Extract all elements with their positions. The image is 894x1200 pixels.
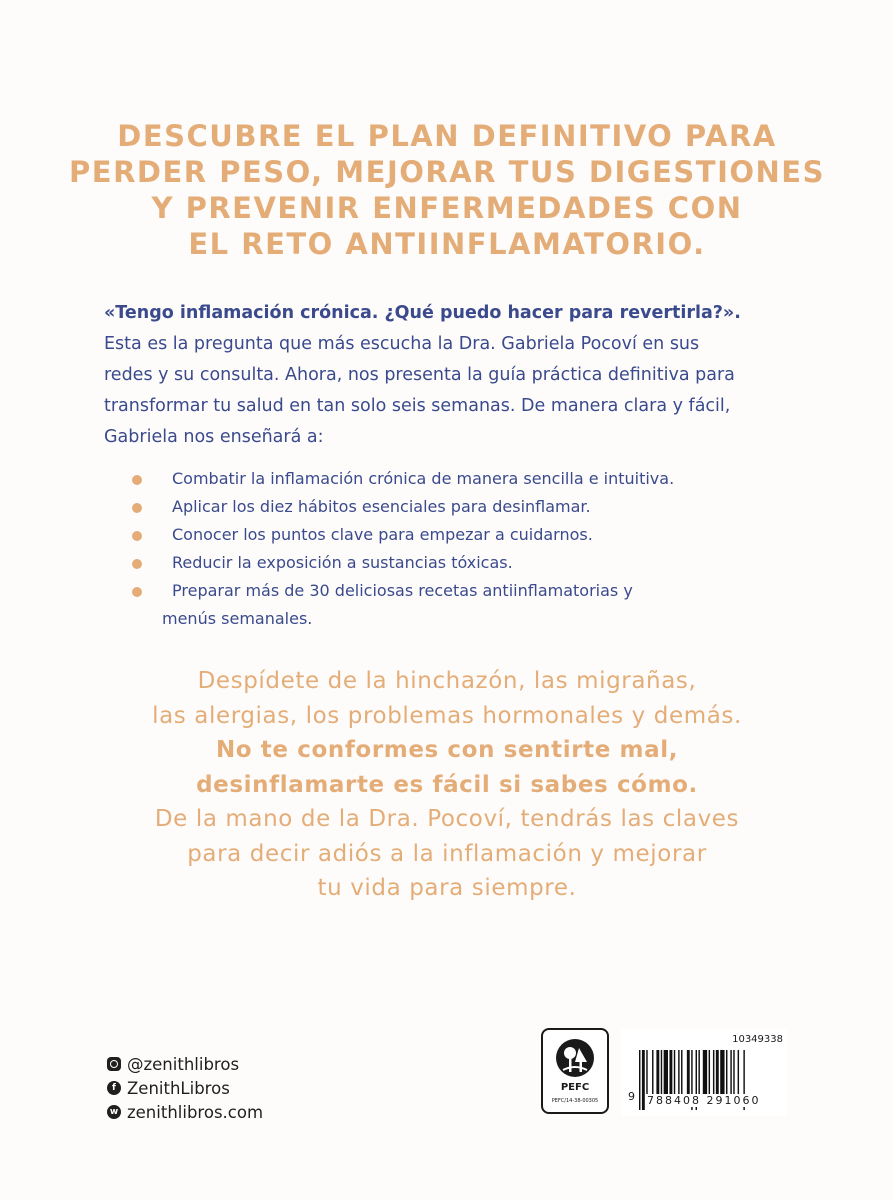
website-url: zenithlibros.com xyxy=(127,1102,264,1122)
bullet-dot-icon xyxy=(132,475,142,485)
list-item-text-continued: menús semanales. xyxy=(162,609,313,628)
intro-line: Esta es la pregunta que más escucha la Dra. Gabriela Pocoví en sus xyxy=(104,334,700,354)
bullet-dot-icon xyxy=(132,503,142,513)
closing-line: Despídete de la hinchazón, las migrañas, xyxy=(197,668,697,694)
bullet-dot-icon xyxy=(132,587,142,597)
headline-line: DESCUBRE EL PLAN DEFINITIVO PARA xyxy=(117,119,777,153)
isbn-barcode xyxy=(621,1030,787,1116)
pefc-tree-icon xyxy=(543,1030,607,1082)
barcode-bar xyxy=(639,1050,640,1110)
barcode-first-digit: 9 xyxy=(628,1090,635,1103)
pefc-label: PEFC xyxy=(560,1082,590,1093)
list-item-text: Combatir la inflamación crónica de manera sencilla e intuitiva. xyxy=(172,469,675,488)
intro-paragraph xyxy=(104,298,804,453)
list-item-text: Aplicar los diez hábitos esenciales para desinflamar. xyxy=(172,497,591,516)
list-item xyxy=(136,521,756,549)
website-link[interactable] xyxy=(107,1100,263,1124)
facebook-icon: f xyxy=(107,1081,121,1095)
social-links xyxy=(107,1052,263,1124)
closing-line: las alergias, los problemas hormonales y demás. xyxy=(152,702,742,729)
intro-line: transformar tu salud en tan solo seis semanas. De manera clara y fácil, xyxy=(104,396,731,416)
list-item-text: Preparar más de 30 deliciosas recetas antiinflamatorias y xyxy=(172,581,633,600)
intro-line: redes y su consulta. Ahora, nos presenta la guía práctica definitiva para xyxy=(104,365,735,385)
pefc-certification-logo xyxy=(541,1028,609,1114)
closing-line: De la mano de la Dra. Pocoví, tendrás las claves xyxy=(154,806,740,832)
web-icon: w xyxy=(107,1105,121,1119)
barcode-digits: 788408 291060 xyxy=(647,1094,761,1107)
closing-bold-line: desinflamarte es fácil si sabes cómo. xyxy=(196,771,698,798)
closing-paragraph xyxy=(0,664,894,906)
closing-line: tu vida para siempre. xyxy=(317,875,577,901)
closing-bold-line: No te conformes con sentirte mal, xyxy=(215,737,679,763)
headline-line: Y PREVENIR ENFERMEDADES CON xyxy=(151,191,743,225)
bullet-dot-icon xyxy=(132,531,142,541)
benefits-list xyxy=(136,465,756,633)
headline-line: EL RETO ANTIINFLAMATORIO. xyxy=(188,227,706,261)
list-item xyxy=(136,465,756,493)
facebook-handle: ZenithLibros xyxy=(127,1078,230,1098)
instagram-handle: @zenithlibros xyxy=(127,1054,240,1074)
intro-question: «Tengo inflamación crónica. ¿Qué puedo hacer para revertirla?». xyxy=(104,303,741,323)
closing-line: para decir adiós a la inflamación y mejorar xyxy=(187,840,707,867)
pefc-code: PEFC/14-38-00305 xyxy=(551,1098,599,1104)
list-item xyxy=(136,549,756,577)
facebook-link[interactable] xyxy=(107,1076,263,1100)
intro-line: Gabriela nos enseñará a: xyxy=(104,427,324,447)
list-item-text: Reducir la exposición a sustancias tóxicas. xyxy=(172,553,513,572)
instagram-link[interactable] xyxy=(107,1052,263,1076)
list-item-text: Conocer los puntos clave para empezar a cuidarnos. xyxy=(172,525,593,544)
headline xyxy=(0,118,894,262)
bullet-dot-icon xyxy=(132,559,142,569)
list-item xyxy=(136,577,756,633)
list-item xyxy=(136,493,756,521)
headline-line: PERDER PESO, MEJORAR TUS DIGESTIONES xyxy=(69,155,825,189)
instagram-icon xyxy=(107,1057,121,1071)
barcode-reference: 10349338 xyxy=(732,1034,783,1045)
